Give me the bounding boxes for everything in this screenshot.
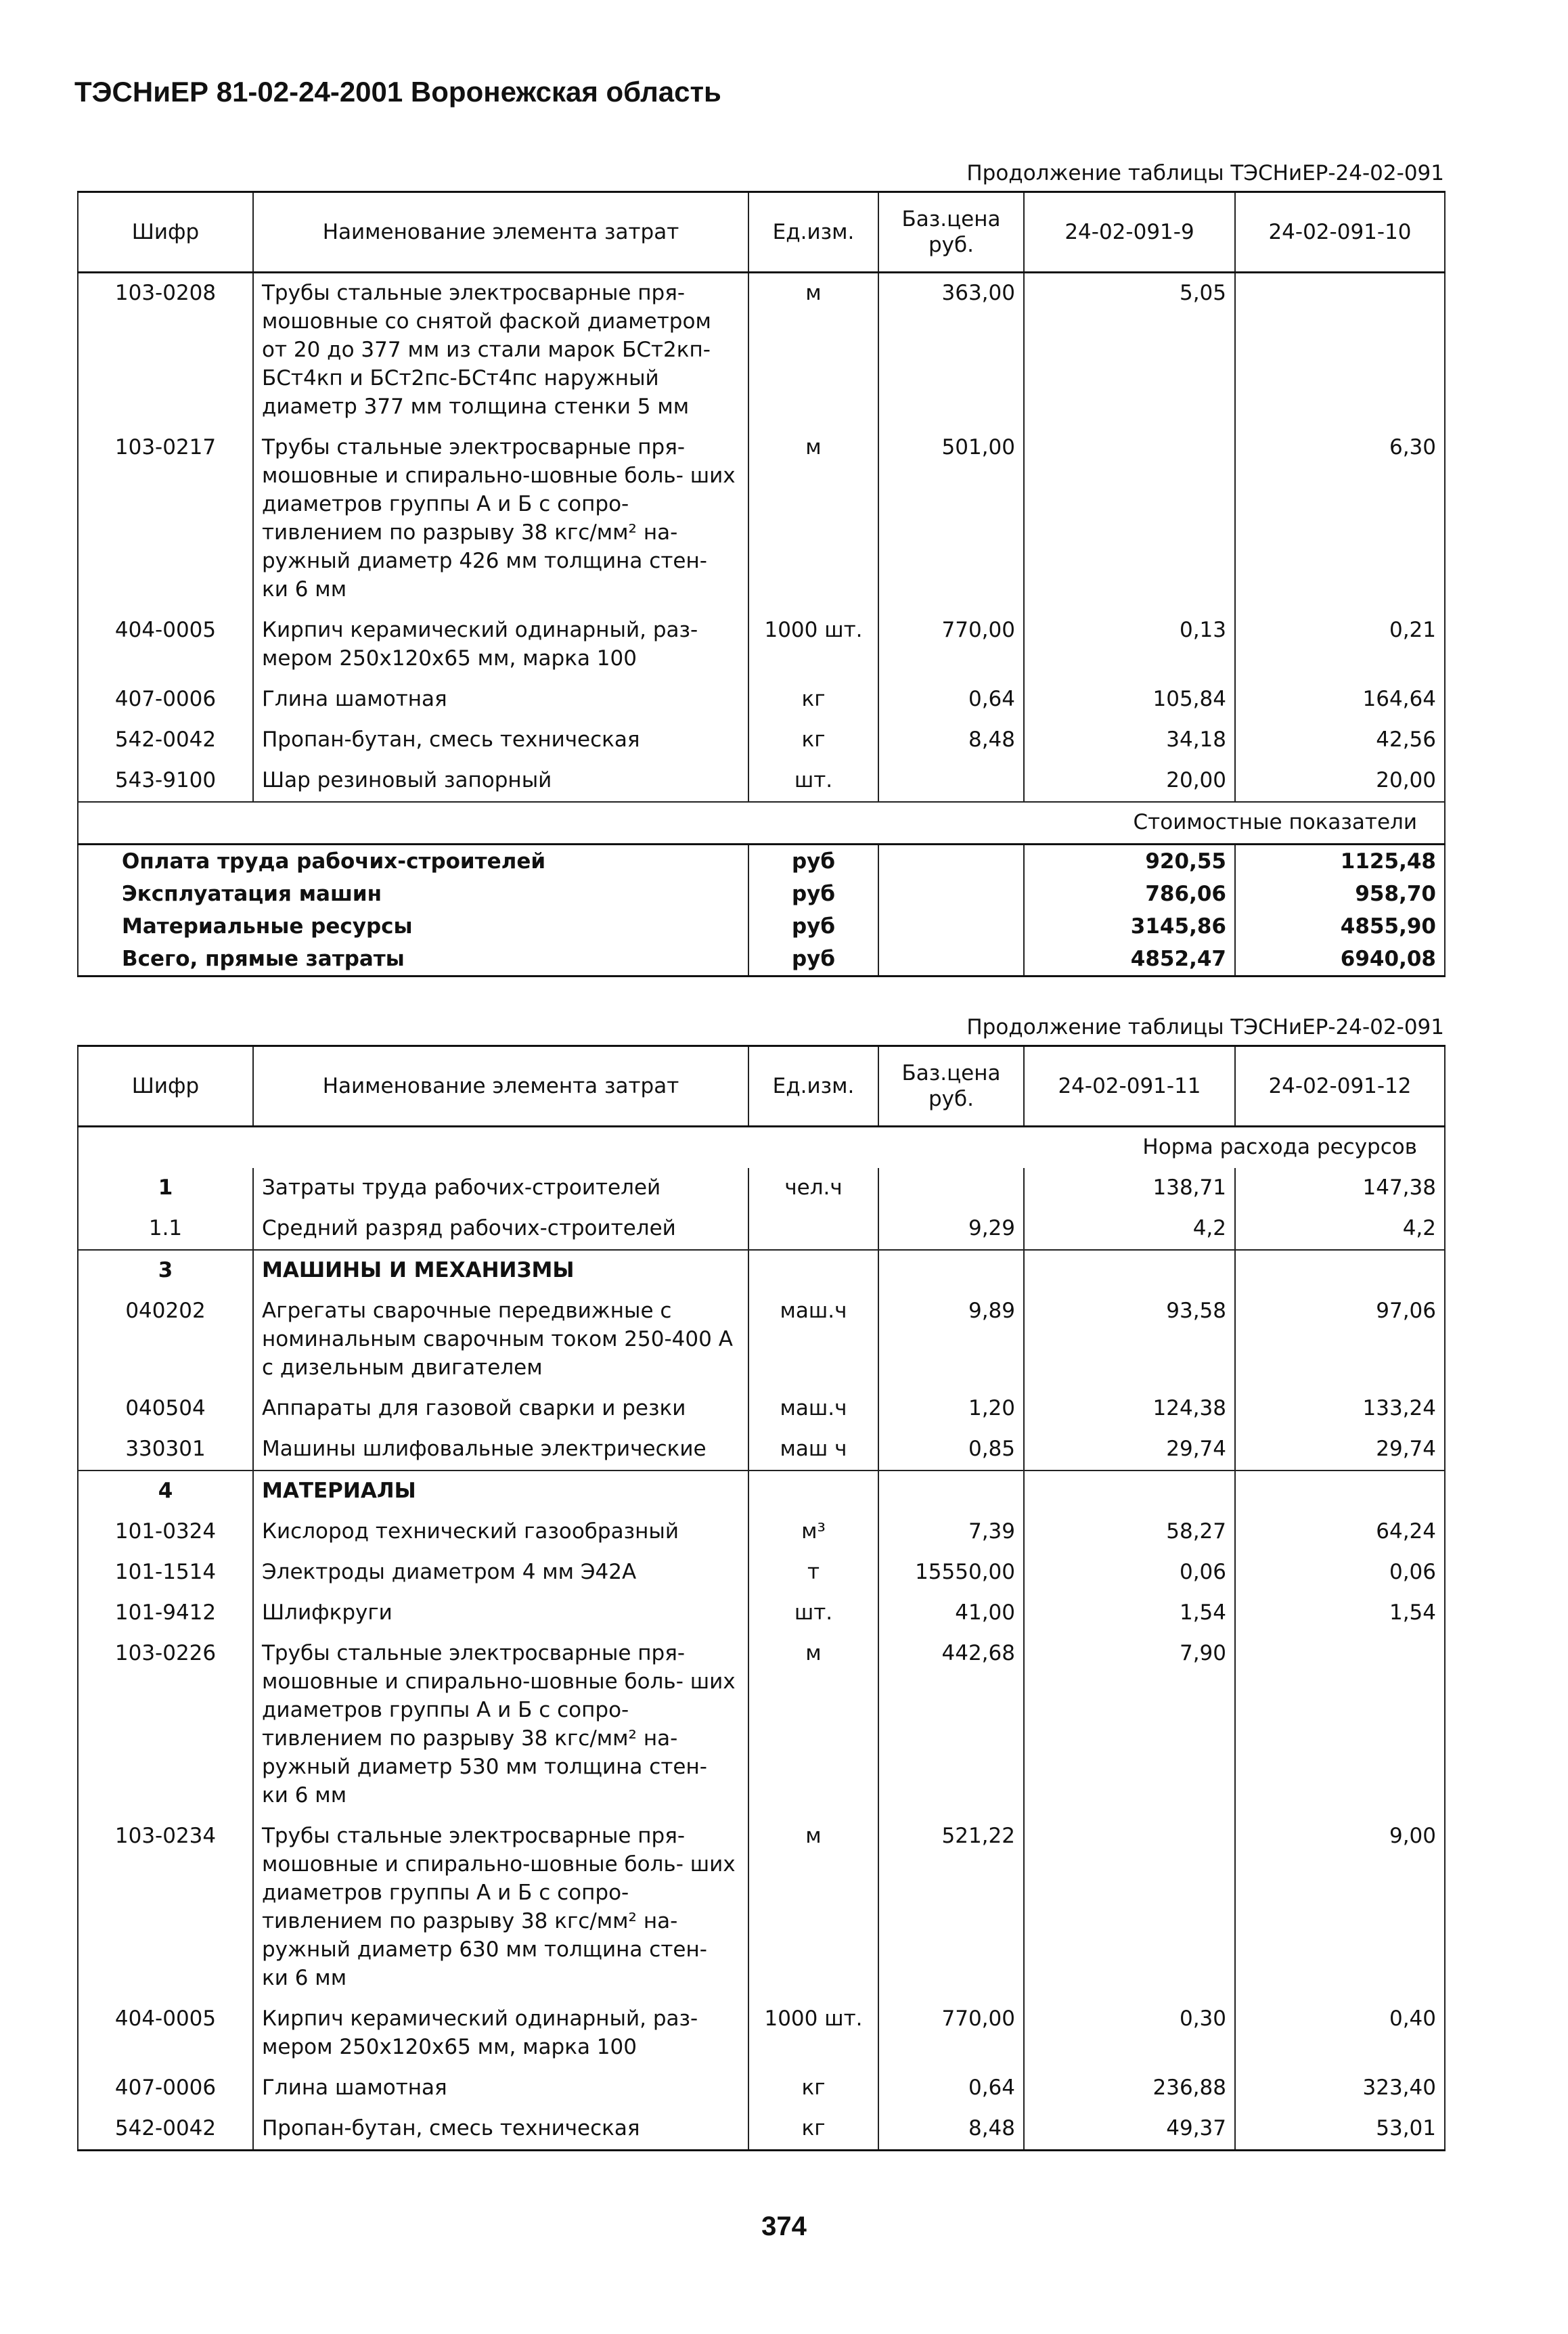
value-col1: 20,00 (1024, 761, 1235, 802)
value-col1: 7,90 (1024, 1634, 1235, 1816)
resource-name: Кирпич керамический одинарный, раз- мером 250х120х65 мм, марка 100 (253, 1999, 748, 2068)
unit: 1000 шт. (748, 1999, 878, 2068)
page-number: 374 (761, 2212, 807, 2241)
value-col2 (1235, 273, 1445, 428)
value-col1: 5,05 (1024, 273, 1235, 428)
unit: шт. (748, 761, 878, 802)
value-col1: 1,54 (1024, 1593, 1235, 1634)
value-col2 (1235, 1250, 1445, 1291)
resource-code: 040202 (78, 1291, 253, 1389)
unit: 1000 шт. (748, 610, 878, 679)
base-price (878, 1168, 1024, 1209)
base-price (878, 1250, 1024, 1291)
table-row (78, 1552, 1445, 1593)
value-col1: 0,30 (1024, 1999, 1235, 2068)
unit-header: Ед.изм. (748, 1046, 878, 1127)
table-row (78, 428, 1445, 610)
unit: шт. (748, 1593, 878, 1634)
section-label: Норма расхода ресурсов (78, 1127, 1445, 1169)
header-row (78, 1046, 1445, 1127)
table1 (77, 191, 1446, 977)
value-col2 (1235, 1471, 1445, 1512)
totals-label: Оплата труда рабочих-строителей (78, 845, 748, 878)
base-price: 0,85 (878, 1429, 1024, 1471)
base-price: 521,22 (878, 1816, 1024, 1999)
resource-code: 4 (78, 1471, 253, 1512)
totals-label: Материальные ресурсы (78, 910, 748, 943)
base-price: 9,89 (878, 1291, 1024, 1389)
resource-code: 543-9100 (78, 761, 253, 802)
unit: кг (748, 679, 878, 720)
resource-code: 101-0324 (78, 1512, 253, 1552)
value-col2: 97,06 (1235, 1291, 1445, 1389)
resource-name: Трубы стальные электросварные пря- мошовные и спирально-шовные боль- ших диаметров группы А и Б с сопро- тивлением по разрыву 38 кгс/мм² на- ружный диаметр 630 мм толщина стен- ки 6 мм (253, 1816, 748, 1999)
resource-code: 103-0226 (78, 1634, 253, 1816)
table-row (78, 761, 1445, 802)
resource-name: Трубы стальные электросварные пря- мошовные и спирально-шовные боль- ших диаметров группы А и Б с сопро- тивлением по разрыву 38 кгс/мм² на- ружный диаметр 426 мм толщина стен- ки 6 мм (253, 428, 748, 610)
resource-code: 103-0208 (78, 273, 253, 428)
col1-header: 24-02-091-9 (1024, 192, 1235, 273)
resource-code: 101-9412 (78, 1593, 253, 1634)
totals-col1: 786,06 (1024, 878, 1235, 910)
resource-name: Глина шамотная (253, 2068, 748, 2109)
totals-unit: руб (748, 845, 878, 878)
header-row (78, 192, 1445, 273)
col1-header: 24-02-091-11 (1024, 1046, 1235, 1127)
resource-name: МАШИНЫ И МЕХАНИЗМЫ (253, 1250, 748, 1291)
table-row (78, 1389, 1445, 1429)
resource-name: Шар резиновый запорный (253, 761, 748, 802)
table2 (77, 1045, 1446, 2151)
base-price: 41,00 (878, 1593, 1024, 1634)
value-col2: 64,24 (1235, 1512, 1445, 1552)
resource-name: МАТЕРИАЛЫ (253, 1471, 748, 1512)
value-col2: 4,2 (1235, 1209, 1445, 1250)
resource-name: Кирпич керамический одинарный, раз- мером 250х120х65 мм, марка 100 (253, 610, 748, 679)
resource-name: Пропан-бутан, смесь техническая (253, 2109, 748, 2151)
resource-name: Затраты труда рабочих-строителей (253, 1168, 748, 1209)
value-col2: 9,00 (1235, 1816, 1445, 1999)
table1-caption: Продолжение таблицы ТЭСНиЕР-24-02-091 (966, 161, 1444, 185)
table-row (78, 1471, 1445, 1512)
value-col1 (1024, 1250, 1235, 1291)
unit: маш.ч (748, 1291, 878, 1389)
unit: т (748, 1552, 878, 1593)
resource-name: Шлифкруги (253, 1593, 748, 1634)
base-price: 1,20 (878, 1389, 1024, 1429)
table-row (78, 720, 1445, 761)
price-header: Баз.цена руб. (878, 1046, 1024, 1127)
value-col1: 29,74 (1024, 1429, 1235, 1471)
value-col2: 20,00 (1235, 761, 1445, 802)
value-col1 (1024, 1816, 1235, 1999)
totals-col2: 1125,48 (1235, 845, 1445, 878)
table-row (78, 1634, 1445, 1816)
value-col2: 6,30 (1235, 428, 1445, 610)
totals-col2: 6940,08 (1235, 943, 1445, 977)
value-col1: 124,38 (1024, 1389, 1235, 1429)
base-price: 770,00 (878, 1999, 1024, 2068)
value-col1: 0,06 (1024, 1552, 1235, 1593)
table-row (78, 273, 1445, 428)
totals-label: Эксплуатация машин (78, 878, 748, 910)
resource-code: 404-0005 (78, 610, 253, 679)
table-row (78, 679, 1445, 720)
unit: м (748, 428, 878, 610)
unit (748, 1209, 878, 1250)
table-row (78, 1999, 1445, 2068)
base-price: 8,48 (878, 2109, 1024, 2151)
value-col2: 323,40 (1235, 2068, 1445, 2109)
table-row (78, 1209, 1445, 1250)
resource-code: 1.1 (78, 1209, 253, 1250)
value-col1: 4,2 (1024, 1209, 1235, 1250)
resource-code: 1 (78, 1168, 253, 1209)
price-header: Баз.цена руб. (878, 192, 1024, 273)
base-price: 501,00 (878, 428, 1024, 610)
totals-row (78, 943, 1445, 977)
base-price: 363,00 (878, 273, 1024, 428)
resource-code: 542-0042 (78, 2109, 253, 2151)
resource-code: 101-1514 (78, 1552, 253, 1593)
col2-header: 24-02-091-10 (1235, 192, 1445, 273)
totals-col2: 4855,90 (1235, 910, 1445, 943)
page-header: ТЭСНиЕР 81-02-24-2001 Воронежская область (74, 76, 721, 108)
unit: кг (748, 720, 878, 761)
resource-name: Глина шамотная (253, 679, 748, 720)
totals-unit: руб (748, 910, 878, 943)
resource-name: Пропан-бутан, смесь техническая (253, 720, 748, 761)
resource-code: 040504 (78, 1389, 253, 1429)
unit (748, 1471, 878, 1512)
totals-col1: 3145,86 (1024, 910, 1235, 943)
resource-name: Средний разряд рабочих-строителей (253, 1209, 748, 1250)
totals-unit: руб (748, 943, 878, 977)
table-row (78, 1291, 1445, 1389)
unit-header: Ед.изм. (748, 192, 878, 273)
base-price: 0,64 (878, 679, 1024, 720)
section-label: Стоимостные показатели (78, 802, 1445, 845)
value-col1: 58,27 (1024, 1512, 1235, 1552)
resource-code: 407-0006 (78, 679, 253, 720)
table-row (78, 1816, 1445, 1999)
base-price: 9,29 (878, 1209, 1024, 1250)
resource-code: 330301 (78, 1429, 253, 1471)
table-row (78, 1512, 1445, 1552)
value-col2: 42,56 (1235, 720, 1445, 761)
unit: м³ (748, 1512, 878, 1552)
resource-code: 404-0005 (78, 1999, 253, 2068)
totals-row (78, 845, 1445, 878)
table-row (78, 2109, 1445, 2151)
unit: чел.ч (748, 1168, 878, 1209)
unit: м (748, 1634, 878, 1816)
value-col1 (1024, 1471, 1235, 1512)
name-header: Наименование элемента затрат (253, 192, 748, 273)
value-col2: 29,74 (1235, 1429, 1445, 1471)
resource-name: Агрегаты сварочные передвижные с номинальным сварочным током 250-400 А с дизельным двигателем (253, 1291, 748, 1389)
resource-code: 103-0217 (78, 428, 253, 610)
totals-col2: 958,70 (1235, 878, 1445, 910)
totals-price-empty (878, 910, 1024, 943)
resource-code: 3 (78, 1250, 253, 1291)
unit: маш.ч (748, 1389, 878, 1429)
totals-col1: 920,55 (1024, 845, 1235, 878)
value-col2 (1235, 1634, 1445, 1816)
value-col1 (1024, 428, 1235, 610)
section-row (78, 1127, 1445, 1169)
value-col2: 147,38 (1235, 1168, 1445, 1209)
col2-header: 24-02-091-12 (1235, 1046, 1445, 1127)
table-row (78, 1593, 1445, 1634)
unit: кг (748, 2068, 878, 2109)
table-row (78, 1429, 1445, 1471)
totals-row (78, 878, 1445, 910)
value-col2: 133,24 (1235, 1389, 1445, 1429)
base-price (878, 1471, 1024, 1512)
resource-name: Кислород технический газообразный (253, 1512, 748, 1552)
totals-price-empty (878, 845, 1024, 878)
totals-price-empty (878, 943, 1024, 977)
value-col2: 1,54 (1235, 1593, 1445, 1634)
base-price: 8,48 (878, 720, 1024, 761)
section-row (78, 802, 1445, 845)
base-price: 15550,00 (878, 1552, 1024, 1593)
unit (748, 1250, 878, 1291)
totals-label: Всего, прямые затраты (78, 943, 748, 977)
unit: кг (748, 2109, 878, 2151)
value-col1: 34,18 (1024, 720, 1235, 761)
value-col1: 49,37 (1024, 2109, 1235, 2151)
base-price: 442,68 (878, 1634, 1024, 1816)
table-row (78, 610, 1445, 679)
resource-name: Машины шлифовальные электрические (253, 1429, 748, 1471)
table-row (78, 1168, 1445, 1209)
resource-code: 103-0234 (78, 1816, 253, 1999)
value-col2: 0,21 (1235, 610, 1445, 679)
value-col1: 105,84 (1024, 679, 1235, 720)
unit: м (748, 273, 878, 428)
code-header: Шифр (78, 1046, 253, 1127)
value-col2: 0,06 (1235, 1552, 1445, 1593)
resource-name: Трубы стальные электросварные пря- мошовные и спирально-шовные боль- ших диаметров группы А и Б с сопро- тивлением по разрыву 38 кгс/мм² на- ружный диаметр 530 мм толщина стен- ки 6 мм (253, 1634, 748, 1816)
name-header: Наименование элемента затрат (253, 1046, 748, 1127)
value-col2: 53,01 (1235, 2109, 1445, 2151)
value-col1: 0,13 (1024, 610, 1235, 679)
value-col1: 93,58 (1024, 1291, 1235, 1389)
resource-name: Аппараты для газовой сварки и резки (253, 1389, 748, 1429)
table-row (78, 2068, 1445, 2109)
resource-name: Трубы стальные электросварные пря- мошовные со снятой фаской диаметром от 20 до 377 мм из стали марок БСт2кп-БСт4кп и БСт2пс-БСт4пс наружный диаметр 377 мм толщина стенки 5 мм (253, 273, 748, 428)
unit: м (748, 1816, 878, 1999)
totals-row (78, 910, 1445, 943)
totals-unit: руб (748, 878, 878, 910)
table2-caption: Продолжение таблицы ТЭСНиЕР-24-02-091 (966, 1015, 1444, 1039)
base-price: 770,00 (878, 610, 1024, 679)
value-col1: 138,71 (1024, 1168, 1235, 1209)
code-header: Шифр (78, 192, 253, 273)
totals-price-empty (878, 878, 1024, 910)
resource-name: Электроды диаметром 4 мм Э42А (253, 1552, 748, 1593)
unit: маш ч (748, 1429, 878, 1471)
table-row (78, 1250, 1445, 1291)
base-price: 7,39 (878, 1512, 1024, 1552)
value-col1: 236,88 (1024, 2068, 1235, 2109)
totals-col1: 4852,47 (1024, 943, 1235, 977)
resource-code: 407-0006 (78, 2068, 253, 2109)
value-col2: 0,40 (1235, 1999, 1445, 2068)
value-col2: 164,64 (1235, 679, 1445, 720)
base-price (878, 761, 1024, 802)
base-price: 0,64 (878, 2068, 1024, 2109)
resource-code: 542-0042 (78, 720, 253, 761)
